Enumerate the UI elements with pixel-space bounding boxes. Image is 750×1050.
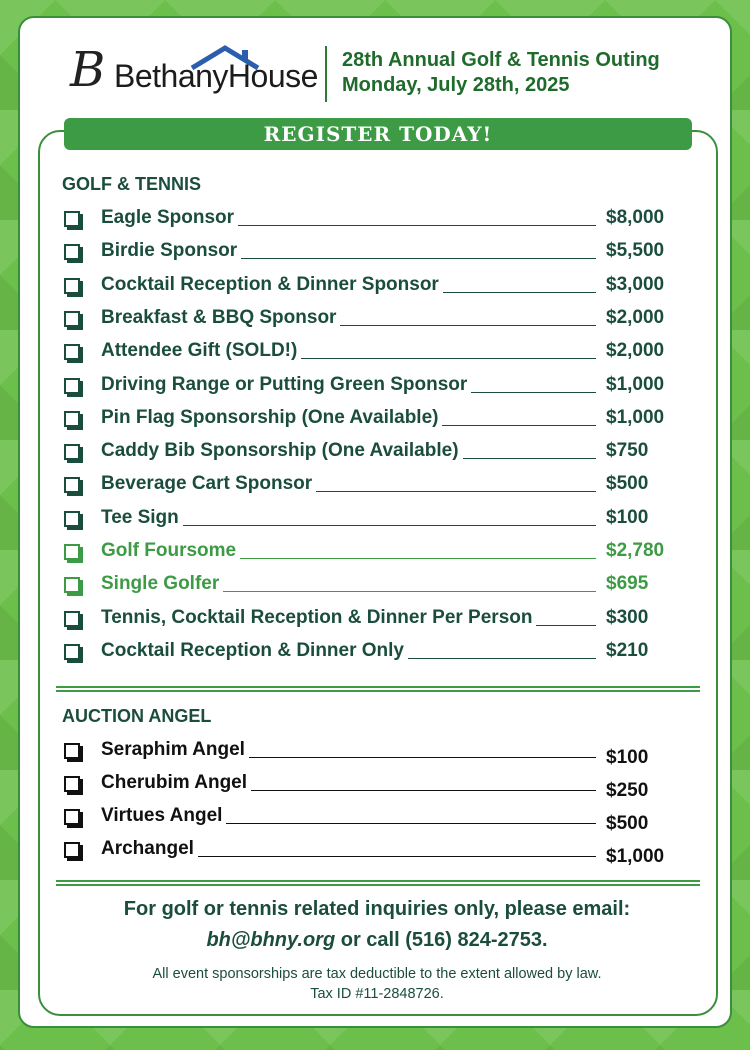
auction-angel-title: AUCTION ANGEL bbox=[62, 706, 212, 726]
item-price: $250 bbox=[606, 780, 649, 801]
sponsorship-row bbox=[64, 604, 674, 632]
checkbox[interactable] bbox=[64, 278, 80, 294]
item-price: $100 bbox=[606, 506, 649, 528]
email-link[interactable]: bh@bhny.org bbox=[206, 929, 336, 951]
fill-line bbox=[443, 292, 596, 293]
item-label: Driving Range or Putting Green Sponsor bbox=[101, 373, 468, 395]
checkbox[interactable] bbox=[64, 644, 80, 660]
sponsorship-row bbox=[64, 371, 674, 399]
header bbox=[20, 18, 730, 118]
fill-line bbox=[536, 625, 596, 626]
item-label: Tee Sign bbox=[101, 506, 179, 528]
fill-line bbox=[251, 790, 596, 791]
item-label: Virtues Angel bbox=[101, 805, 223, 826]
item-price: $300 bbox=[606, 606, 649, 628]
fill-line bbox=[408, 658, 596, 659]
fill-line bbox=[316, 491, 596, 492]
register-banner: REGISTER TODAY! bbox=[64, 118, 692, 150]
tax-id: Tax ID #11-2848726. bbox=[310, 986, 444, 1002]
item-label: Golf Foursome bbox=[101, 540, 237, 561]
item-label: Single Golfer bbox=[101, 573, 220, 595]
header-divider bbox=[325, 46, 327, 102]
sponsorship-row bbox=[64, 835, 674, 867]
golf-tennis-title: GOLF & TENNIS bbox=[62, 174, 201, 194]
event-title: 28th Annual Golf & Tennis Outing bbox=[342, 49, 660, 71]
tax-note bbox=[20, 964, 734, 1004]
item-price: $500 bbox=[606, 813, 649, 834]
sponsorship-row bbox=[64, 736, 674, 768]
item-price: $750 bbox=[606, 440, 649, 462]
fill-line bbox=[249, 757, 596, 758]
checkbox[interactable] bbox=[64, 809, 80, 825]
checkbox[interactable] bbox=[64, 743, 80, 759]
item-price: $5,500 bbox=[606, 240, 665, 262]
item-price: $1,000 bbox=[606, 406, 665, 428]
checkbox[interactable] bbox=[64, 211, 80, 227]
phone-text: or call (516) 824-2753. bbox=[335, 929, 548, 951]
checkbox[interactable] bbox=[64, 477, 80, 493]
checkbox[interactable] bbox=[64, 577, 80, 593]
fill-line bbox=[442, 425, 596, 426]
contact-line bbox=[20, 925, 734, 956]
sponsorship-row bbox=[64, 769, 674, 801]
item-price: $2,000 bbox=[606, 306, 665, 328]
item-price: $2,780 bbox=[606, 540, 665, 561]
checkbox[interactable] bbox=[64, 311, 80, 327]
sponsorship-row bbox=[64, 470, 674, 498]
sponsorship-row bbox=[64, 570, 674, 598]
checkbox[interactable] bbox=[64, 378, 80, 394]
item-label: Birdie Sponsor bbox=[101, 240, 238, 262]
sponsorship-row bbox=[64, 504, 674, 532]
fill-line bbox=[238, 225, 596, 226]
item-price: $8,000 bbox=[606, 207, 665, 228]
item-label: Archangel bbox=[101, 838, 194, 859]
tax-deductible-note: All event sponsorships are tax deductible to the extent allowed by law. bbox=[152, 966, 602, 982]
item-label: Seraphim Angel bbox=[101, 739, 245, 760]
item-label: Breakfast & BBQ Sponsor bbox=[101, 306, 337, 328]
item-label: Cocktail Reception & Dinner Sponsor bbox=[101, 273, 439, 295]
sponsorship-row bbox=[64, 537, 674, 565]
item-price: $2,000 bbox=[606, 340, 665, 362]
checkbox[interactable] bbox=[64, 842, 80, 858]
checkbox[interactable] bbox=[64, 344, 80, 360]
checkbox[interactable] bbox=[64, 244, 80, 260]
inquiry-prefix: For golf or tennis related inquiries only, please email: bbox=[123, 898, 631, 920]
fill-line bbox=[301, 358, 596, 359]
item-price: $3,000 bbox=[606, 273, 665, 295]
event-date: Monday, July 28th, 2025 bbox=[342, 74, 570, 96]
fill-line bbox=[471, 392, 596, 393]
event-info bbox=[342, 48, 660, 98]
checkbox[interactable] bbox=[64, 444, 80, 460]
item-price: $695 bbox=[606, 573, 649, 595]
logo-wordmark: BethanyHouse bbox=[114, 58, 318, 94]
footer-divider bbox=[56, 880, 700, 886]
item-label: Pin Flag Sponsorship (One Available) bbox=[101, 406, 439, 428]
fill-line bbox=[183, 525, 596, 526]
checkbox[interactable] bbox=[64, 511, 80, 527]
item-label: Attendee Gift (SOLD!) bbox=[101, 340, 298, 362]
item-label: Beverage Cart Sponsor bbox=[101, 473, 313, 495]
fill-line bbox=[226, 823, 596, 824]
fill-line bbox=[463, 458, 596, 459]
registration-card bbox=[18, 16, 732, 1028]
fill-line bbox=[198, 856, 596, 857]
sponsorship-row bbox=[64, 237, 674, 265]
sponsorship-row bbox=[64, 271, 674, 299]
sponsorship-row bbox=[64, 337, 674, 365]
sponsorship-row bbox=[64, 404, 674, 432]
checkbox[interactable] bbox=[64, 544, 80, 560]
section-divider bbox=[56, 686, 700, 692]
item-price: $1,000 bbox=[606, 373, 665, 395]
fill-line bbox=[340, 325, 596, 326]
fill-line bbox=[240, 558, 596, 559]
item-price: $210 bbox=[606, 639, 649, 661]
item-label: Tennis, Cocktail Reception & Dinner Per Person bbox=[101, 606, 533, 628]
item-label: Cocktail Reception & Dinner Only bbox=[101, 639, 404, 661]
checkbox[interactable] bbox=[64, 611, 80, 627]
sponsorship-row bbox=[64, 304, 674, 332]
item-label: Cherubim Angel bbox=[101, 772, 248, 793]
logo-script-letter: B bbox=[70, 42, 106, 98]
checkbox[interactable] bbox=[64, 776, 80, 792]
item-price: $1,000 bbox=[606, 846, 665, 867]
fill-line bbox=[223, 591, 596, 592]
fill-line bbox=[241, 258, 596, 259]
checkbox[interactable] bbox=[64, 411, 80, 427]
item-label: Caddy Bib Sponsorship (One Available) bbox=[101, 440, 459, 462]
sponsorship-row bbox=[64, 437, 674, 465]
sponsorship-row bbox=[64, 802, 674, 834]
sponsorship-row bbox=[64, 637, 674, 665]
sponsorship-row bbox=[64, 204, 674, 232]
inquiry-text bbox=[20, 894, 734, 956]
item-price: $500 bbox=[606, 473, 649, 495]
item-price: $100 bbox=[606, 747, 649, 768]
item-label: Eagle Sponsor bbox=[101, 207, 235, 228]
bethany-house-logo bbox=[70, 44, 320, 104]
